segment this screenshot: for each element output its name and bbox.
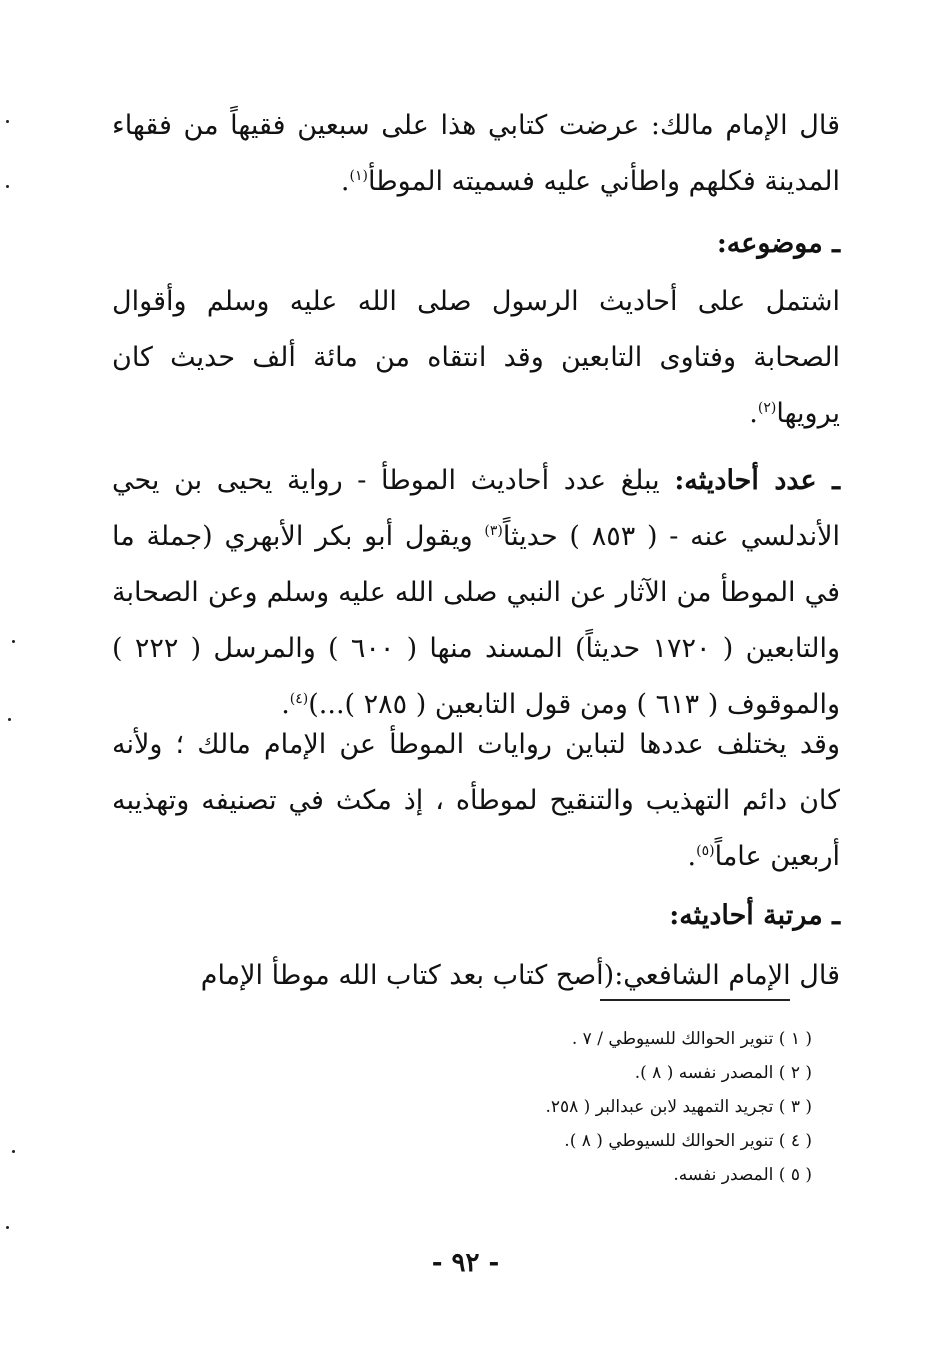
footnote-ref-2: (٢) xyxy=(757,400,777,416)
heading-count: ـ عدد أحاديثه: xyxy=(674,465,841,496)
footnote-separator xyxy=(600,999,790,1001)
scan-dot xyxy=(12,1150,15,1153)
footnote-ref-5: (٥) xyxy=(696,843,715,859)
period: . xyxy=(281,689,290,720)
period: . xyxy=(340,166,350,197)
page-number: - ٩٢ - xyxy=(431,1248,500,1278)
scan-dot xyxy=(8,718,11,721)
paragraph-malik-quote xyxy=(112,98,840,210)
scan-dot xyxy=(12,640,15,643)
heading-subject: ـ موضوعه: xyxy=(716,228,840,259)
scan-dot xyxy=(6,120,9,123)
period: . xyxy=(749,398,758,429)
heading-rank: ـ مرتبة أحاديثه: xyxy=(669,900,840,931)
period: . xyxy=(687,841,697,872)
paragraph-text: اشتمل على أحاديث الرسول صلى الله عليه وسلم وأقوال الصحابة وفتاوى التابعين وقد انتقاه من مائة ألف حديث كان يرويها xyxy=(112,286,840,429)
footnote-1: ( ١ ) تنوير الحوالك للسيوطي / ٧ . xyxy=(571,1029,812,1049)
footnote-5: ( ٥ ) المصدر نفسه. xyxy=(673,1165,812,1185)
footnote-ref-3: (٣) xyxy=(484,523,503,539)
footnote-ref-1: (١) xyxy=(349,168,368,184)
footnote-3: ( ٣ ) تجريد التمهيد لابن عبدالبر ( ٢٥٨. xyxy=(545,1097,812,1117)
footnotes-list xyxy=(112,1022,812,1192)
paragraph-subject xyxy=(112,274,840,442)
footnote-2: ( ٢ ) المصدر نفسه ( ٨ ). xyxy=(634,1063,812,1083)
footnote-ref-4: (٤) xyxy=(289,691,309,707)
scan-dot xyxy=(6,185,9,188)
paragraph-text: وقد يختلف عددها لتباين روايات الموطأ عن الإمام مالك ؛ ولأنه كان دائم التهذيب والتنقيح لموطأه ، إذ مكث في تصنيفه وتهذيبه أربعين عاماً xyxy=(112,729,840,872)
footnote-4: ( ٤ ) تنوير الحوالك للسيوطي ( ٨ ). xyxy=(564,1131,812,1151)
paragraph-shafii-quote: قال الإمام الشافعي:(أصح كتاب بعد كتاب الله موطأ الإمام xyxy=(200,960,840,991)
paragraph-hadith-count xyxy=(112,453,840,733)
paragraph-text: قال الإمام مالك: عرضت كتابي هذا على سبعين فقيهاً من فقهاء المدينة فكلهم واطأني عليه فسميته الموطأ xyxy=(112,110,840,197)
paragraph-text: يبلغ عدد أحاديث الموطأ - رواية يحيى بن يحي الأندلسي عنه - ( ٨٥٣ ) حديثاً xyxy=(112,465,841,552)
scan-dot xyxy=(6,1226,9,1229)
paragraph-count-variation xyxy=(112,717,840,885)
paragraph-text: ويقول أبو بكر الأبهري (جملة ما في الموطأ من الآثار عن النبي صلى الله عليه وسلم وعن الصحابة والتابعين ( ١٧٢٠ حديثاً) المسند منها ( ٦٠٠ ) والمرسل ( ٢٢٢ ) والموقوف ( ٦١٣ ) ومن قول التابعين ( ٢٨٥ )...) xyxy=(112,521,840,720)
